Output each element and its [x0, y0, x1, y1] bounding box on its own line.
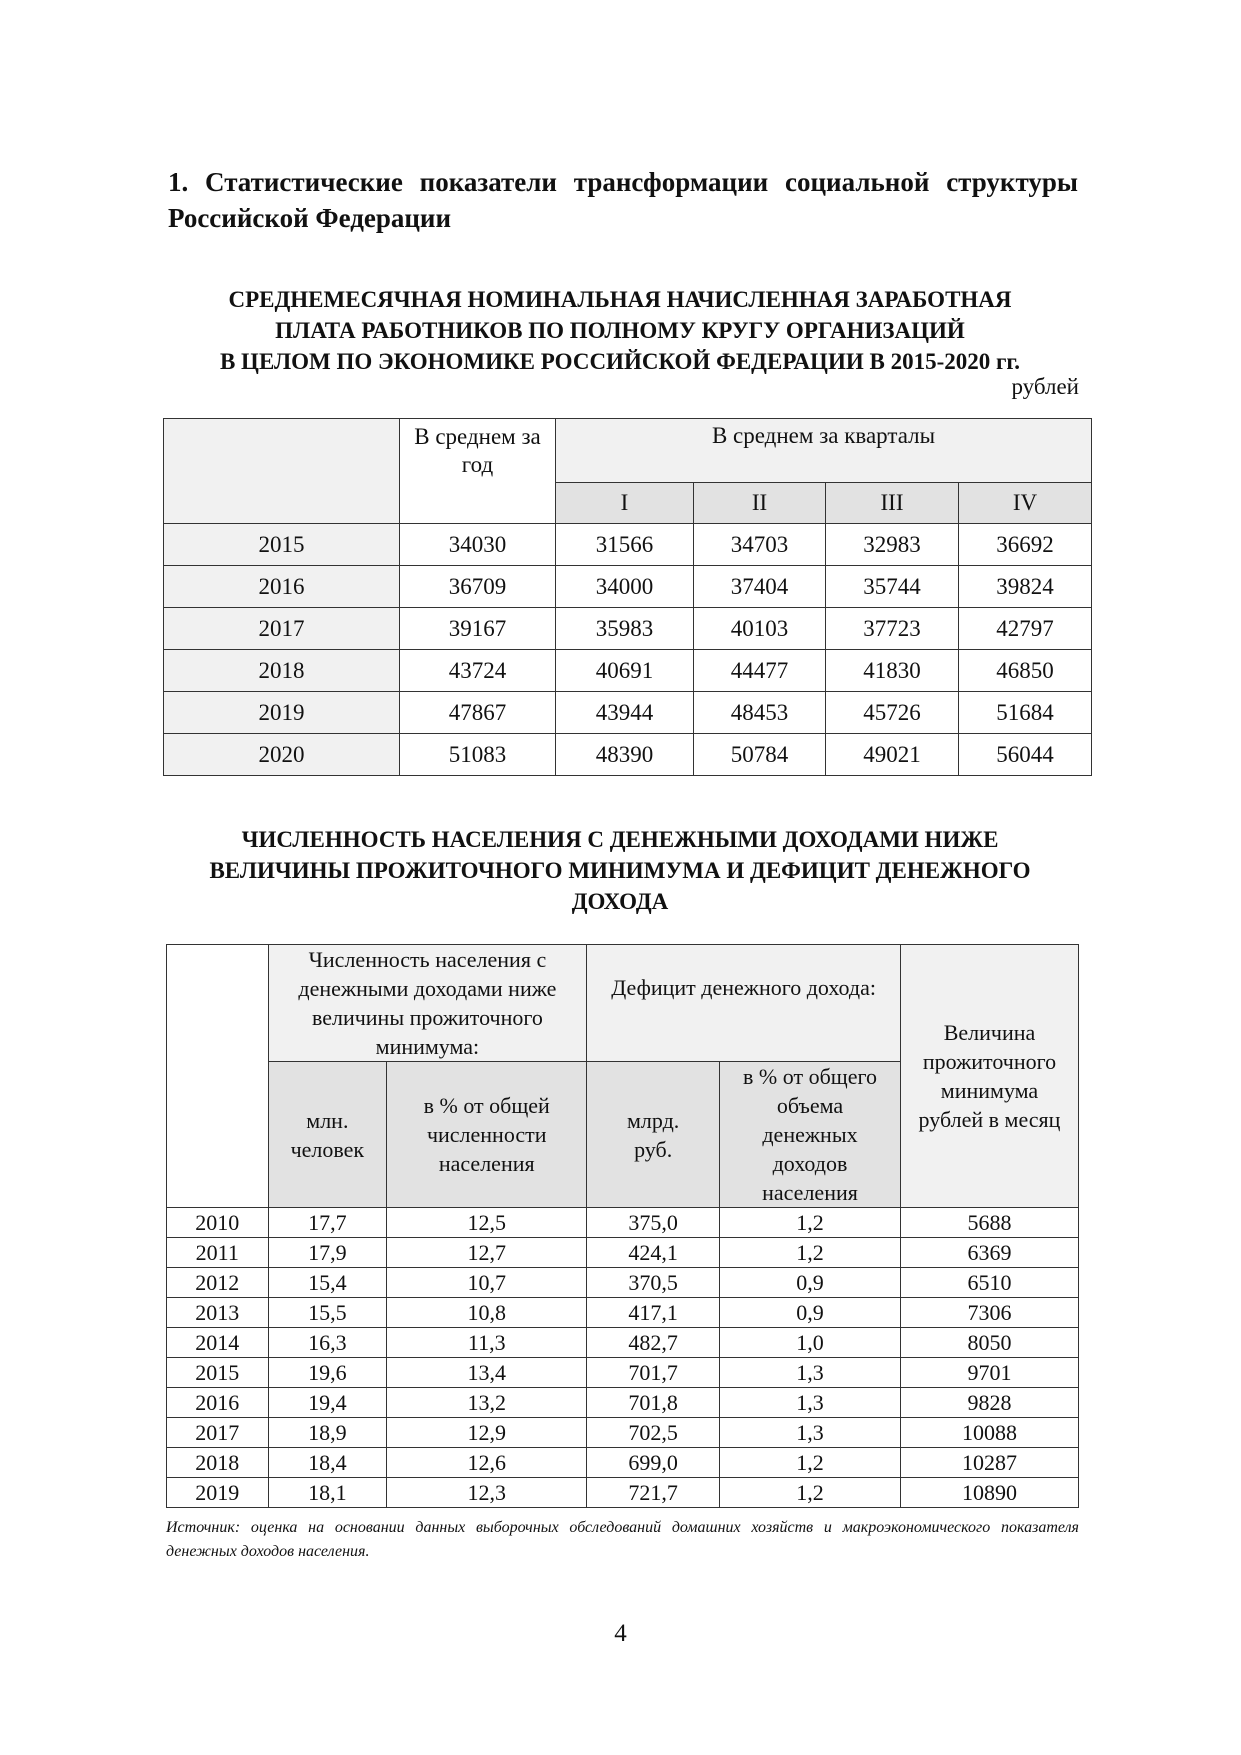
table1-caption-line: В ЦЕЛОМ ПО ЭКОНОМИКЕ РОССИЙСКОЙ ФЕДЕРАЦИИ В 2015-2020 гг. — [219, 349, 1021, 374]
table1-year-cell: 2015 — [164, 524, 400, 566]
table2-cell: 417,1 — [587, 1298, 720, 1328]
table1-cell: 48453 — [694, 692, 826, 734]
table2-cell: 1,0 — [720, 1328, 901, 1358]
table1-year-cell: 2016 — [164, 566, 400, 608]
table2-caption-line: ДОХОДА — [571, 889, 669, 914]
table2-year-cell: 2014 — [167, 1328, 269, 1358]
table2-cell: 12,5 — [387, 1208, 587, 1238]
table2-cell: 13,4 — [387, 1358, 587, 1388]
table2-year-cell: 2016 — [167, 1388, 269, 1418]
table2-cell: 721,7 — [587, 1478, 720, 1508]
table1-cell: 51684 — [959, 692, 1092, 734]
section-heading: 1. Статистические показатели трансформации социальной структуры Российской Федерации — [168, 167, 1078, 233]
page-number: 4 — [614, 1620, 627, 1647]
table2-cell: 10,8 — [387, 1298, 587, 1328]
table2-cell: 1,2 — [720, 1448, 901, 1478]
table2-cell: 1,2 — [720, 1478, 901, 1508]
table2-cell: 12,3 — [387, 1478, 587, 1508]
table1-cell: 35744 — [826, 566, 959, 608]
table1-cell: 49021 — [826, 734, 959, 776]
table1-cell: 40691 — [556, 650, 694, 692]
table-row — [164, 524, 1092, 566]
table1-quarter-header: I — [556, 483, 694, 524]
table2-cell: 699,0 — [587, 1448, 720, 1478]
table2-caption-line: ВЕЛИЧИНЫ ПРОЖИТОЧНОГО МИНИМУМА И ДЕФИЦИТ ДЕНЕЖНОГО — [209, 858, 1031, 883]
table1-year-cell: 2019 — [164, 692, 400, 734]
table1-cell: 48390 — [556, 734, 694, 776]
table-row — [164, 734, 1092, 776]
table2-year-cell: 2013 — [167, 1298, 269, 1328]
table1-cell: 36709 — [400, 566, 556, 608]
table2-year-cell: 2015 — [167, 1358, 269, 1388]
table2-cell: 0,9 — [720, 1268, 901, 1298]
table1-cell: 50784 — [694, 734, 826, 776]
table2-cell: 370,5 — [587, 1268, 720, 1298]
table1-cell: 56044 — [959, 734, 1092, 776]
table2-cell: 17,7 — [268, 1208, 387, 1238]
table1-cell: 34703 — [694, 524, 826, 566]
table2-cell: 1,3 — [720, 1418, 901, 1448]
table2-cell: 17,9 — [268, 1238, 387, 1268]
table2-cell: 1,3 — [720, 1388, 901, 1418]
table2-cell: 13,2 — [387, 1388, 587, 1418]
table2-cell: 12,7 — [387, 1238, 587, 1268]
table1-header-quarters: В среднем за кварталы — [556, 419, 1092, 483]
table-row — [167, 1448, 1079, 1478]
table-row — [167, 1478, 1079, 1508]
table-row — [167, 1418, 1079, 1448]
table-row — [167, 1298, 1079, 1328]
table2-cell: 9828 — [900, 1388, 1078, 1418]
table2-cell: 15,5 — [268, 1298, 387, 1328]
table1-cell: 45726 — [826, 692, 959, 734]
table2-cell: 10088 — [900, 1418, 1078, 1448]
table1-caption-line: СРЕДНЕМЕСЯЧНАЯ НОМИНАЛЬНАЯ НАЧИСЛЕННАЯ ЗАРАБОТНАЯ — [228, 287, 1012, 312]
table1-cell: 32983 — [826, 524, 959, 566]
table2-cell: 7306 — [900, 1298, 1078, 1328]
table2-cell: 11,3 — [387, 1328, 587, 1358]
table2-cell: 424,1 — [587, 1238, 720, 1268]
table1-cell: 34030 — [400, 524, 556, 566]
table-row — [164, 566, 1092, 608]
table2-cell: 18,1 — [268, 1478, 387, 1508]
table2-caption-line: ЧИСЛЕННОСТЬ НАСЕЛЕНИЯ С ДЕНЕЖНЫМИ ДОХОДАМИ НИЖЕ — [241, 827, 999, 852]
table2-cell: 6369 — [900, 1238, 1078, 1268]
table1-cell: 42797 — [959, 608, 1092, 650]
table1-cell: 35983 — [556, 608, 694, 650]
table2-cell: 6510 — [900, 1268, 1078, 1298]
table1-cell: 39824 — [959, 566, 1092, 608]
table2-cell: 12,9 — [387, 1418, 587, 1448]
table2-source-note: Источник: оценка на основании данных выборочных обследований домашних хозяйств и макроэкономического показателя денежных доходов населения. — [166, 1519, 1079, 1560]
table-row — [167, 1388, 1079, 1418]
table-row — [167, 1358, 1079, 1388]
table1-year-cell: 2017 — [164, 608, 400, 650]
table2-subheader-pct-pop: в % от общей численности населения — [387, 1062, 587, 1208]
table2-cell: 9701 — [900, 1358, 1078, 1388]
table2-header-deficit: Дефицит денежного дохода: — [587, 945, 901, 1062]
table2-subheader-bln: млрд. руб. — [587, 1062, 720, 1208]
table2-cell: 8050 — [900, 1328, 1078, 1358]
table-row — [167, 1268, 1079, 1298]
table-row — [167, 1238, 1079, 1268]
table2-caption — [150, 824, 1090, 917]
table2-cell: 19,6 — [268, 1358, 387, 1388]
table1-quarter-header: III — [826, 483, 959, 524]
table1-cell: 47867 — [400, 692, 556, 734]
table2-cell: 701,7 — [587, 1358, 720, 1388]
table1-unit: рублей — [1011, 374, 1079, 399]
table2-year-cell: 2019 — [167, 1478, 269, 1508]
table1-caption — [150, 284, 1090, 377]
table2-year-cell: 2018 — [167, 1448, 269, 1478]
table2-subheader-mln: млн. человек — [268, 1062, 387, 1208]
table2-cell: 0,9 — [720, 1298, 901, 1328]
table-row — [167, 1208, 1079, 1238]
table2-cell: 1,3 — [720, 1358, 901, 1388]
table-row — [164, 692, 1092, 734]
table1-cell: 43724 — [400, 650, 556, 692]
table2-cell: 701,8 — [587, 1388, 720, 1418]
table1-cell: 31566 — [556, 524, 694, 566]
table2-cell: 375,0 — [587, 1208, 720, 1238]
table1-corner-cell — [164, 419, 400, 524]
table1-cell: 40103 — [694, 608, 826, 650]
table1-cell: 41830 — [826, 650, 959, 692]
table1-caption-line: ПЛАТА РАБОТНИКОВ ПО ПОЛНОМУ КРУГУ ОРГАНИЗАЦИЙ — [275, 318, 965, 343]
table2-cell: 12,6 — [387, 1448, 587, 1478]
table2-cell: 10287 — [900, 1448, 1078, 1478]
table1-cell: 37404 — [694, 566, 826, 608]
table-row — [167, 1328, 1079, 1358]
table2-cell: 5688 — [900, 1208, 1078, 1238]
table2-corner-cell — [167, 945, 269, 1208]
table2-cell: 16,3 — [268, 1328, 387, 1358]
table2-cell: 482,7 — [587, 1328, 720, 1358]
table2-header-population: Численность населения с денежными доходами ниже величины прожиточного минимума: — [268, 945, 587, 1062]
table1-cell: 36692 — [959, 524, 1092, 566]
table1-quarter-header: IV — [959, 483, 1092, 524]
table2-year-cell: 2012 — [167, 1268, 269, 1298]
table2-cell: 1,2 — [720, 1208, 901, 1238]
table2-cell: 15,4 — [268, 1268, 387, 1298]
table2-cell: 19,4 — [268, 1388, 387, 1418]
poverty-table — [166, 944, 1079, 1508]
table2-cell: 10,7 — [387, 1268, 587, 1298]
table2-cell: 702,5 — [587, 1418, 720, 1448]
table1-cell: 37723 — [826, 608, 959, 650]
table1-year-cell: 2018 — [164, 650, 400, 692]
table2-header-subsistence: Величина прожиточного минимума рублей в месяц — [900, 945, 1078, 1208]
table2-cell: 18,9 — [268, 1418, 387, 1448]
table1-cell: 39167 — [400, 608, 556, 650]
table2-year-cell: 2017 — [167, 1418, 269, 1448]
table1-cell: 51083 — [400, 734, 556, 776]
table-row — [164, 650, 1092, 692]
table2-subheader-pct-income: в % от общего объема денежных доходов населения — [720, 1062, 901, 1208]
table1-cell: 44477 — [694, 650, 826, 692]
table2-cell: 10890 — [900, 1478, 1078, 1508]
table2-year-cell: 2010 — [167, 1208, 269, 1238]
table1-cell: 34000 — [556, 566, 694, 608]
table1-header-year-avg: В среднем за год — [400, 419, 556, 524]
table1-quarter-header: II — [694, 483, 826, 524]
table2-cell: 18,4 — [268, 1448, 387, 1478]
table1-cell: 46850 — [959, 650, 1092, 692]
table2-year-cell: 2011 — [167, 1238, 269, 1268]
table1-year-cell: 2020 — [164, 734, 400, 776]
table2-cell: 1,2 — [720, 1238, 901, 1268]
wage-table — [163, 418, 1092, 776]
table1-cell: 43944 — [556, 692, 694, 734]
table-row — [164, 608, 1092, 650]
